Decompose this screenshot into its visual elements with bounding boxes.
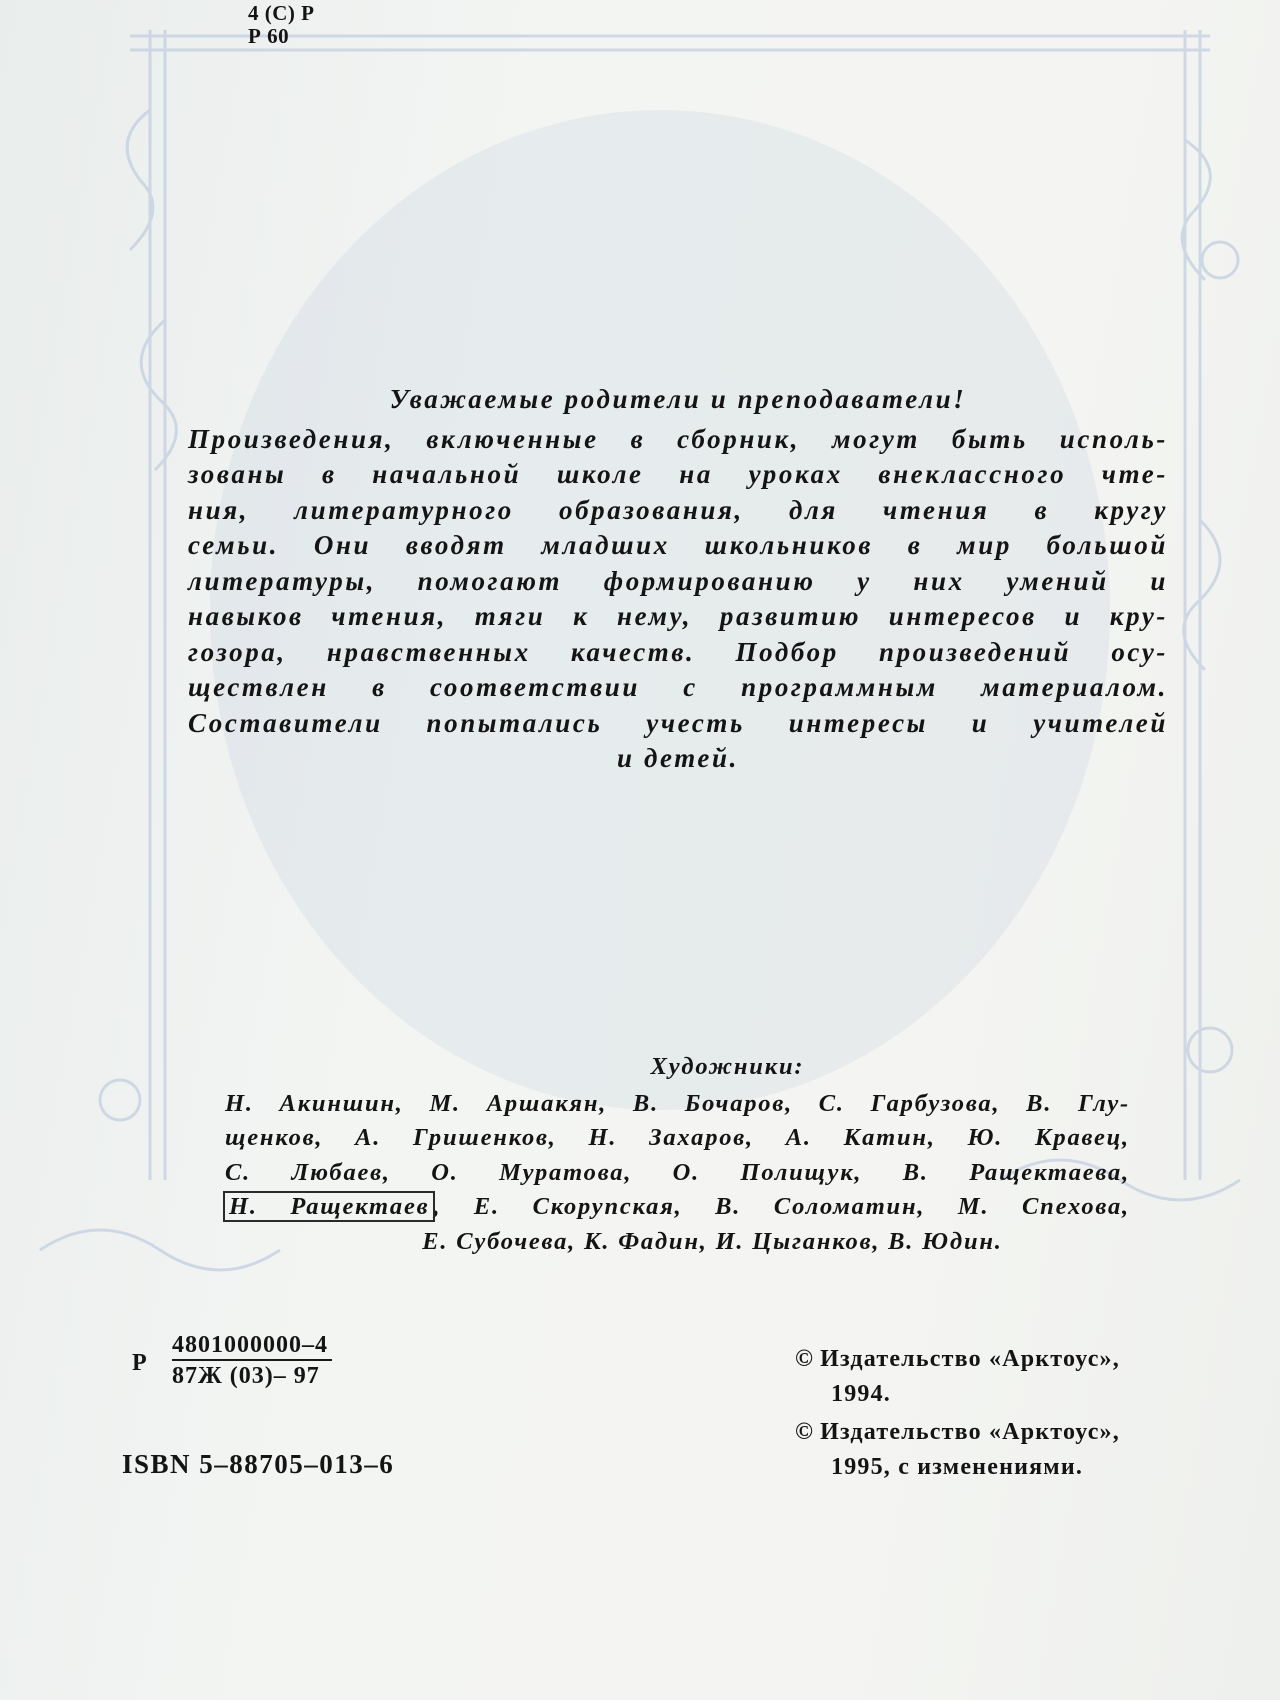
foreword-line: литературы, помогают формированию у них умений и — [188, 565, 1168, 596]
artists-line: Н. Акиншин, М. Аршакян, В. Бочаров, С. Гарбузова, В. Глу- — [225, 1089, 1130, 1117]
copyright-entry — [795, 1342, 1215, 1412]
artists-line: С. Любаев, О. Муратова, О. Полищук, В. Ращектаева, — [225, 1158, 1130, 1186]
index-line-2: Р 60 — [248, 24, 290, 48]
artists-credits — [225, 1050, 1130, 1259]
copyright-publisher: Издательство «Арктоус», — [820, 1346, 1120, 1372]
foreword-line: ния, литературного образования, для чтения в кругу — [188, 494, 1168, 525]
catalog-numerator: 4801000000–4 — [172, 1332, 332, 1361]
publication-index — [248, 2, 314, 48]
copyright-icon: © — [795, 1419, 815, 1445]
catalog-letter: Р — [132, 1350, 148, 1376]
foreword-heading: Уважаемые родители и преподаватели! — [389, 384, 967, 414]
copyright-year: 1994. — [831, 1381, 891, 1407]
foreword — [188, 382, 1168, 777]
foreword-line: ществлен в соответствии с программным материалом. — [188, 672, 1168, 702]
boxed-artist-name: Н. Ращектаев — [225, 1193, 433, 1220]
copyright-block — [795, 1342, 1215, 1488]
artists-heading: Художники: — [650, 1053, 805, 1080]
artists-line: Е. Субочева, К. Фадин, И. Цыганков, В. Юдин. — [422, 1227, 1003, 1255]
foreword-line: и детей. — [617, 743, 739, 773]
index-line-1: 4 (С) Р — [248, 1, 315, 25]
artists-line-rest: , Е. Скорупская, В. Соломатин, М. Спехова, — [433, 1193, 1130, 1220]
foreword-line: навыков чтения, тяги к нему, развитию интересов и кру- — [188, 601, 1168, 631]
artists-line: щенков, А. Гришенков, Н. Захаров, А. Катин, Ю. Кравец, — [225, 1124, 1130, 1151]
foreword-line: Произведения, включенные в сборник, могут быть исполь- — [188, 423, 1168, 454]
catalog-fraction — [172, 1332, 332, 1390]
artists-line — [225, 1190, 1130, 1225]
isbn: ISBN 5–88705–013–6 — [122, 1449, 395, 1479]
copyright-icon: © — [795, 1346, 815, 1372]
foreword-line: Составители попытались учесть интересы и учителей — [188, 707, 1168, 738]
foreword-line: зованы в начальной школе на уроках внеклассного чте- — [188, 459, 1168, 489]
copyright-year: 1995, с изменениями. — [831, 1454, 1084, 1480]
copyright-publisher: Издательство «Арктоус», — [820, 1419, 1120, 1445]
foreword-line: гозора, нравственных качеств. Подбор произведений осу- — [188, 636, 1168, 667]
copyright-entry — [795, 1415, 1215, 1485]
catalog-denominator: 87Ж (03)– 97 — [172, 1363, 320, 1389]
foreword-line: семьи. Они вводят младших школьников в мир большой — [188, 530, 1168, 560]
